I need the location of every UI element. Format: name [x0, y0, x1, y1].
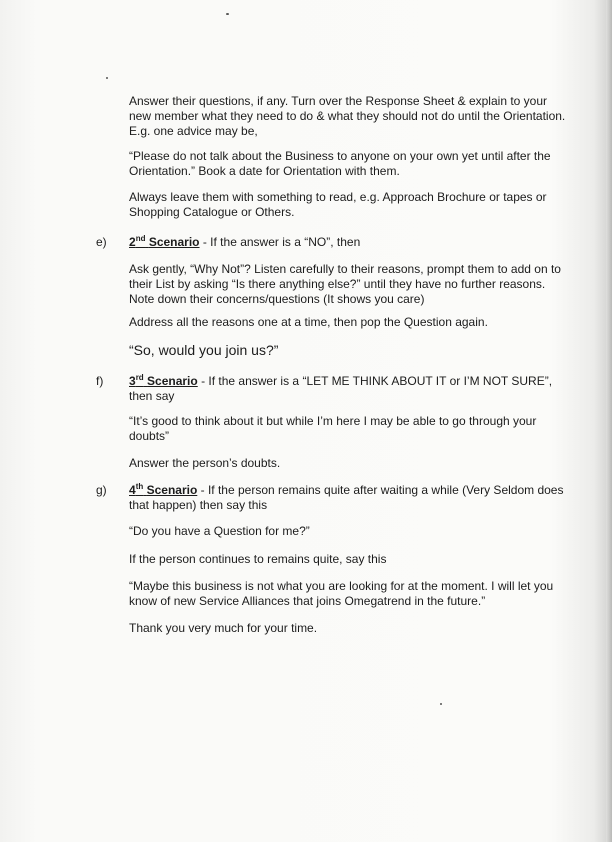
paragraph: “Please do not talk about the Business to anyone on your own yet until after the Orientation.” Book a date for Orientation with them.: [129, 149, 551, 178]
paragraph: Always leave them with something to read, e.g. Approach Brochure or tapes or Shopping Catalogue or Others.: [129, 190, 547, 219]
section-label-f: f): [96, 374, 104, 388]
section-label-e: e): [96, 235, 107, 249]
section-label-g: g): [96, 483, 107, 497]
scenario-title: 4th Scenario: [129, 482, 198, 497]
paragraph: If the person continues to remains quite, say this: [129, 552, 387, 566]
scenario-title: 2nd Scenario: [129, 234, 200, 249]
section-heading-e: 2nd Scenario - If the answer is a “NO”, then: [129, 234, 361, 249]
paragraph: “It’s good to think about it but while I’m here I may be able to go through your doubts”: [129, 414, 537, 443]
paragraph: Address all the reasons one at a time, then pop the Question again.: [129, 315, 488, 329]
scenario-title: 3rd Scenario: [129, 373, 198, 388]
section-heading-g: 4th Scenario - If the person remains quite after waiting a while (Very Seldom does that happen) then say this: [129, 482, 564, 512]
paragraph: Thank you very much for your time.: [129, 621, 318, 635]
paragraph: Answer their questions, if any. Turn over the Response Sheet & explain to your new member what they need to do & what they should not do until the Orientation. E.g. one advice may be,: [129, 94, 566, 138]
paragraph: “Maybe this business is not what you are looking for at the moment. I will let you know of new Service Alliances that joins Omegatrend in the future.”: [129, 579, 554, 608]
paragraph: Answer the person’s doubts.: [129, 456, 281, 470]
quote: “So, would you join us?”: [129, 342, 279, 358]
paragraph: Ask gently, “Why Not”? Listen carefully to their reasons, prompt them to add on to their List by asking “Is there anything else?” until they have no further reasons. Note down their concerns/questions (It shows you care): [129, 262, 561, 306]
section-heading-f: 3rd Scenario - If the answer is a “LET ME THINK ABOUT IT or I’M NOT SURE”, then say: [129, 373, 553, 403]
paragraph: “Do you have a Question for me?”: [129, 524, 310, 538]
